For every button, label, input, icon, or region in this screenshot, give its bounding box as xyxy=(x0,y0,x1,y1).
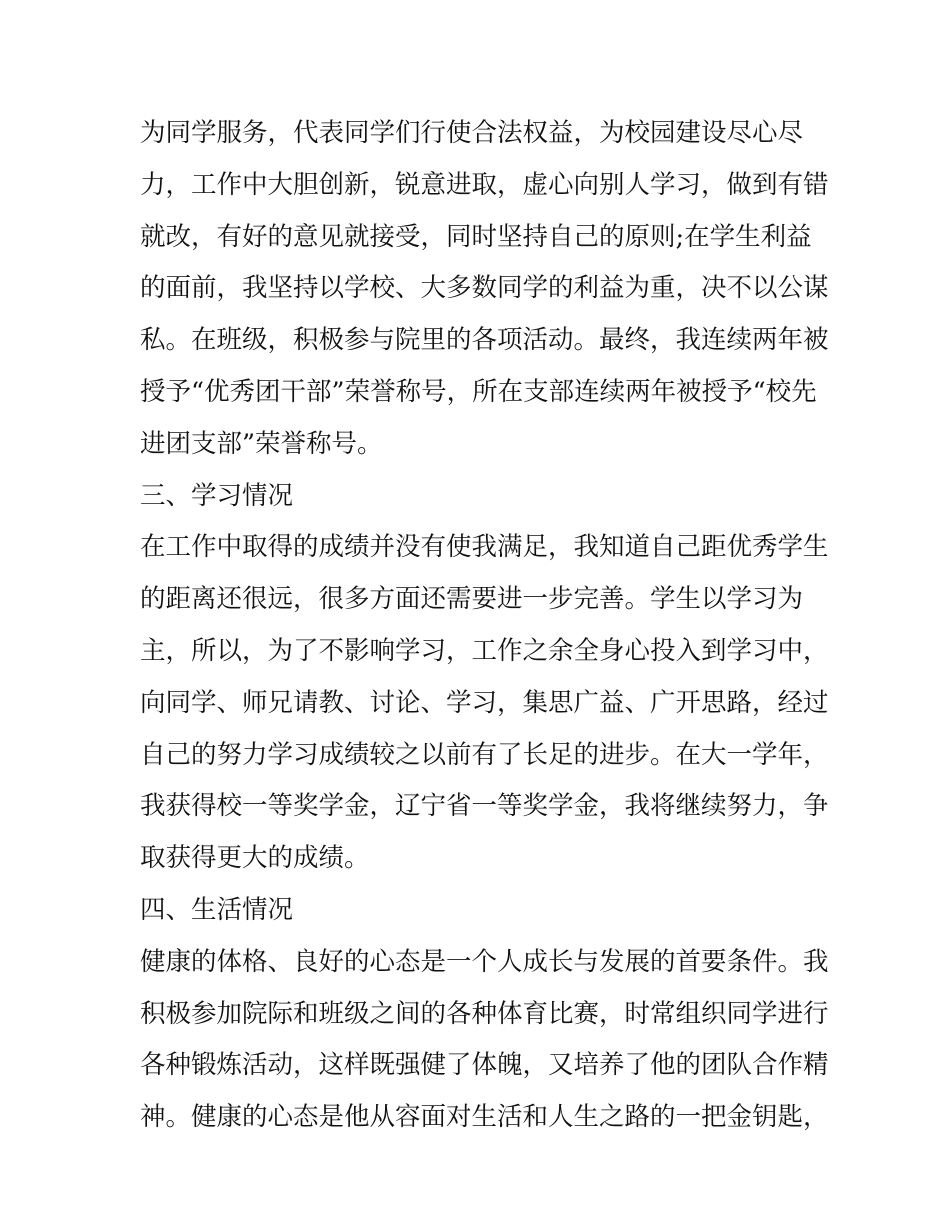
section-heading-life: 四、生活情况 xyxy=(140,894,294,925)
text-line: 授予“优秀团干部”荣誉称号，所在支部连续两年被授予“校先 xyxy=(140,376,817,407)
text-line: 取获得更大的成绩。 xyxy=(140,843,370,874)
document-body xyxy=(140,108,829,1144)
text-line: 我获得校一等奖学金，辽宁省一等奖学金，我将继续努力，争 xyxy=(140,791,829,822)
text-line: 积极参加院际和班级之间的各种体育比赛，时常组织同学进行 xyxy=(140,998,829,1029)
text-line: 私。在班级，积极参与院里的各项活动。最终，我连续两年被 xyxy=(140,325,829,356)
text-line: 在工作中取得的成绩并没有使我满足，我知道自己距优秀学生 xyxy=(140,532,829,563)
text-line: 自己的努力学习成绩较之以前有了长足的进步。在大一学年， xyxy=(140,739,829,770)
text-line: 进团支部”荣誉称号。 xyxy=(140,428,383,459)
text-line: 向同学、师兄请教、讨论、学习，集思广益、广开思路，经过 xyxy=(140,687,829,718)
text-line: 神。健康的心态是他从容面对生活和人生之路的一把金钥匙， xyxy=(140,1102,829,1133)
section-heading-study: 三、学习情况 xyxy=(140,480,294,511)
text-line: 健康的体格、良好的心态是一个人成长与发展的首要条件。我 xyxy=(140,946,829,977)
text-line: 各种锻炼活动，这样既强健了体魄，又培养了他的团队合作精 xyxy=(140,1050,829,1081)
text-line: 为同学服务，代表同学们行使合法权益，为校园建设尽心尽 xyxy=(140,118,804,148)
text-line: 主，所以，为了不影响学习，工作之余全身心投入到学习中， xyxy=(140,635,829,666)
text-line: 的面前，我坚持以学校、大多数同学的利益为重，决不以公谋 xyxy=(140,273,829,304)
text-line: 的距离还很远，很多方面还需要进一步完善。学生以学习为 xyxy=(140,584,804,615)
text-line: 力，工作中大胆创新，锐意进取，虚心向别人学习，做到有错 xyxy=(140,169,829,200)
text-line: 就改，有好的意见就接受，同时坚持自己的原则;在学生利益 xyxy=(140,221,812,252)
